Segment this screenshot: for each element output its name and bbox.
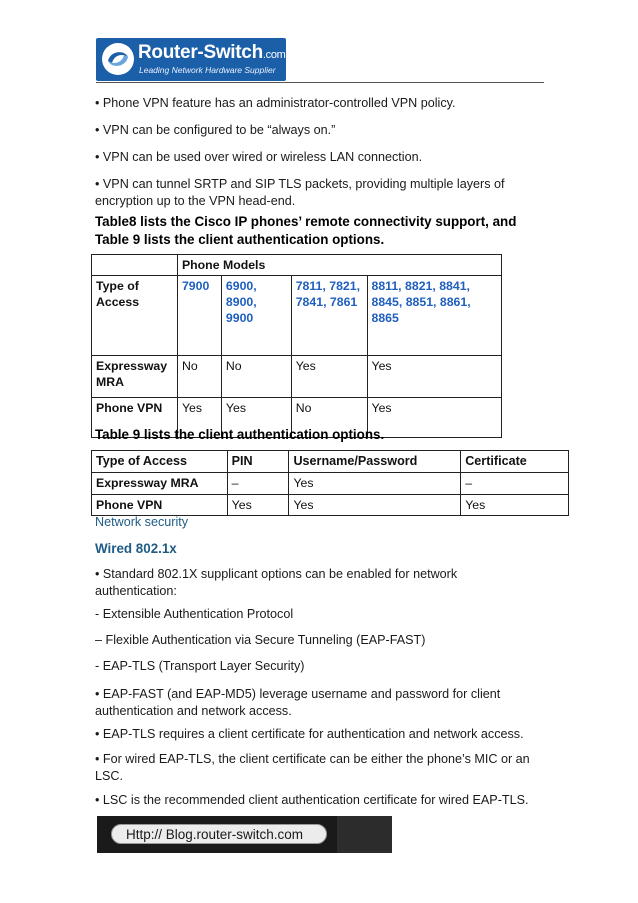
table-cell: Yes (221, 398, 291, 438)
logo-tagline: Leading Network Hardware Supplier (139, 65, 276, 75)
router-switch-logo (96, 38, 286, 81)
table-cell: Yes (289, 495, 461, 516)
table-cell: No (291, 398, 367, 438)
table-row (92, 473, 569, 495)
row-label: Phone VPN (92, 495, 228, 516)
column-header: Type of Access (92, 451, 228, 473)
bullet-vpn-always-on: • VPN can be configured to be “always on.” (95, 123, 336, 137)
table-row (92, 356, 502, 398)
section-title-network-security: Network security (95, 515, 189, 529)
table-cell: Yes (291, 356, 367, 398)
model-cell: 6900, 8900, 9900 (221, 276, 291, 356)
subsection-title-wired-8021x: Wired 802.1x (95, 541, 177, 556)
table-cell: Yes (367, 398, 502, 438)
blog-url-banner (97, 816, 392, 853)
model-cell: 7811, 7821, 7841, 7861 (291, 276, 367, 356)
bullet-vpn-policy: • Phone VPN feature has an administrator-controlled VPN policy. (95, 96, 456, 110)
model-cell: 7900 (177, 276, 221, 356)
bullet-eap-fast-md5: • EAP-FAST (and EAP-MD5) leverage username and password for client authentication and network access. (95, 687, 501, 718)
list-item-eap-tls: - EAP-TLS (Transport Layer Security) (95, 659, 305, 673)
table-cell: Yes (177, 398, 221, 438)
table-cell: No (221, 356, 291, 398)
list-item-eap-fast: – Flexible Authentication via Secure Tunneling (EAP-FAST) (95, 633, 426, 647)
logo-brand (138, 42, 286, 64)
table9-title: Table 9 lists the client authentication options. (95, 427, 385, 442)
logo-brand-suffix: .com (262, 49, 286, 61)
table-cell (92, 255, 178, 276)
table-row (92, 495, 569, 516)
table-row (92, 255, 502, 276)
logo-brand-name: Router-Switch (138, 42, 263, 63)
table-cell: Yes (461, 495, 569, 516)
header-divider (96, 82, 544, 83)
column-header: Username/Password (289, 451, 461, 473)
column-header: PIN (227, 451, 289, 473)
row-label: Expressway MRA (92, 473, 228, 495)
list-item-eap: - Extensible Authentication Protocol (95, 607, 294, 621)
banner-decoration (337, 816, 392, 853)
phone-models-header: Phone Models (177, 255, 501, 276)
bullet-wired-eap-tls-mic-lsc: • For wired EAP-TLS, the client certificate can be either the phone’s MIC or an LSC. (95, 752, 530, 783)
row-label: Phone VPN (92, 398, 178, 438)
table-row (92, 276, 502, 356)
logo-swirl-icon (100, 41, 136, 77)
bullet-vpn-wired-wireless: • VPN can be used over wired or wireless LAN connection. (95, 150, 423, 164)
table-cell: Yes (367, 356, 502, 398)
model-cell: 8811, 8821, 8841, 8845, 8851, 8861, 8865 (367, 276, 502, 356)
table-remote-connectivity (91, 254, 502, 438)
bullet-eap-tls-certificate: • EAP-TLS requires a client certificate for authentication and network access. (95, 727, 524, 741)
bullet-8021x-options: • Standard 802.1X supplicant options can be enabled for network authentication: (95, 567, 458, 598)
table-cell: – (461, 473, 569, 495)
type-of-access-header: Type of Access (92, 276, 178, 356)
bullet-lsc-recommended: • LSC is the recommended client authentication certificate for wired EAP-TLS. (95, 793, 529, 807)
blog-url-text: Http:// Blog.router-switch.com (111, 824, 327, 844)
row-label: Expressway MRA (92, 356, 178, 398)
bullet-vpn-tunnel: • VPN can tunnel SRTP and SIP TLS packets, providing multiple layers of encryption up to the VPN head-end. (95, 177, 505, 208)
intro-tables-text: Table8 lists the Cisco IP phones’ remote connectivity support, and Table 9 lists the client authentication options. (95, 214, 517, 247)
table-client-authentication (91, 450, 569, 516)
column-header: Certificate (461, 451, 569, 473)
table-cell: Yes (289, 473, 461, 495)
table-cell: No (177, 356, 221, 398)
table-row (92, 451, 569, 473)
table-cell: – (227, 473, 289, 495)
table-cell: Yes (227, 495, 289, 516)
